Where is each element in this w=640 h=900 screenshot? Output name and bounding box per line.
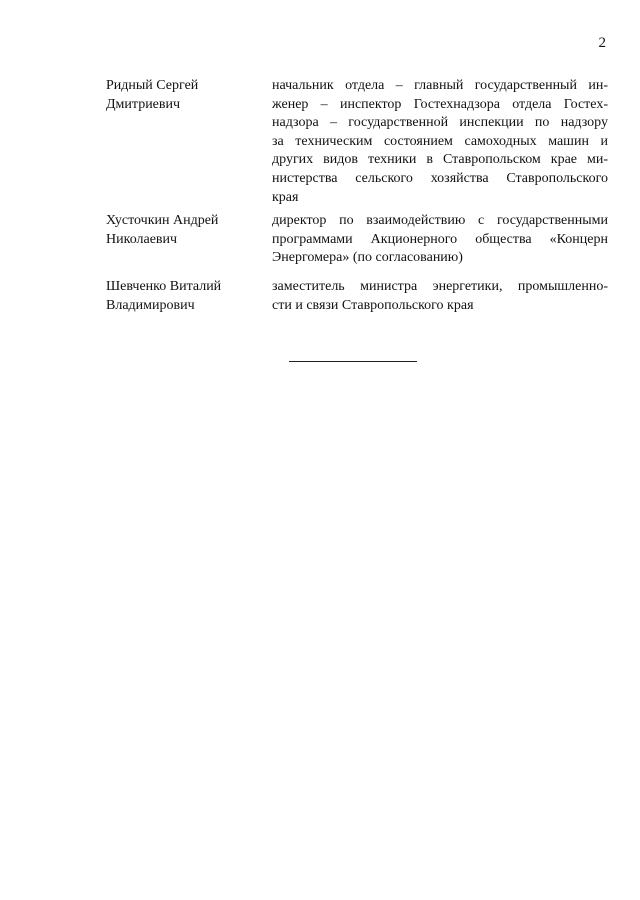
member-position <box>272 212 608 268</box>
member-position-line: программами Акционерного общества «Концерн <box>272 231 608 247</box>
member-position-line: сти и связи Ставропольского края <box>272 297 474 313</box>
member-position-line: женер – инспектор Гостехнадзора отдела Гостех- <box>272 96 608 112</box>
page-number: 2 <box>598 35 606 51</box>
member-position-line: директор по взаимодействию с государственными <box>272 213 608 228</box>
member-position-line: других видов техники в Ставропольском крае ми- <box>272 152 608 168</box>
member-position-line: заместитель министра энергетики, промышленно- <box>272 279 608 294</box>
member-name <box>106 77 256 114</box>
member-position <box>272 77 608 207</box>
member-name-line: Владимирович <box>106 297 195 313</box>
member-position-line: начальник отдела – главный государственный ин- <box>272 78 608 93</box>
member-position-line: нистерства сельского хозяйства Ставропольского <box>272 170 608 186</box>
member-name-line: Шевченко Виталий <box>106 279 222 294</box>
member-name <box>106 212 256 249</box>
member-position-line: за техническим состоянием самоходных машин и <box>272 133 608 149</box>
member-name-line: Ридный Сергей <box>106 78 199 93</box>
closing-divider <box>289 361 417 362</box>
member-name-line: Дмитриевич <box>106 96 181 112</box>
member-position-line: края <box>272 189 299 205</box>
member-name <box>106 278 256 315</box>
member-name-line: Хусточкин Андрей <box>106 213 219 228</box>
member-position-line: надзора – государственной инспекции по надзору <box>272 115 608 131</box>
member-name-line: Николаевич <box>106 231 178 247</box>
member-position <box>272 278 608 315</box>
member-position-line: Энергомера» (по согласованию) <box>272 250 463 266</box>
